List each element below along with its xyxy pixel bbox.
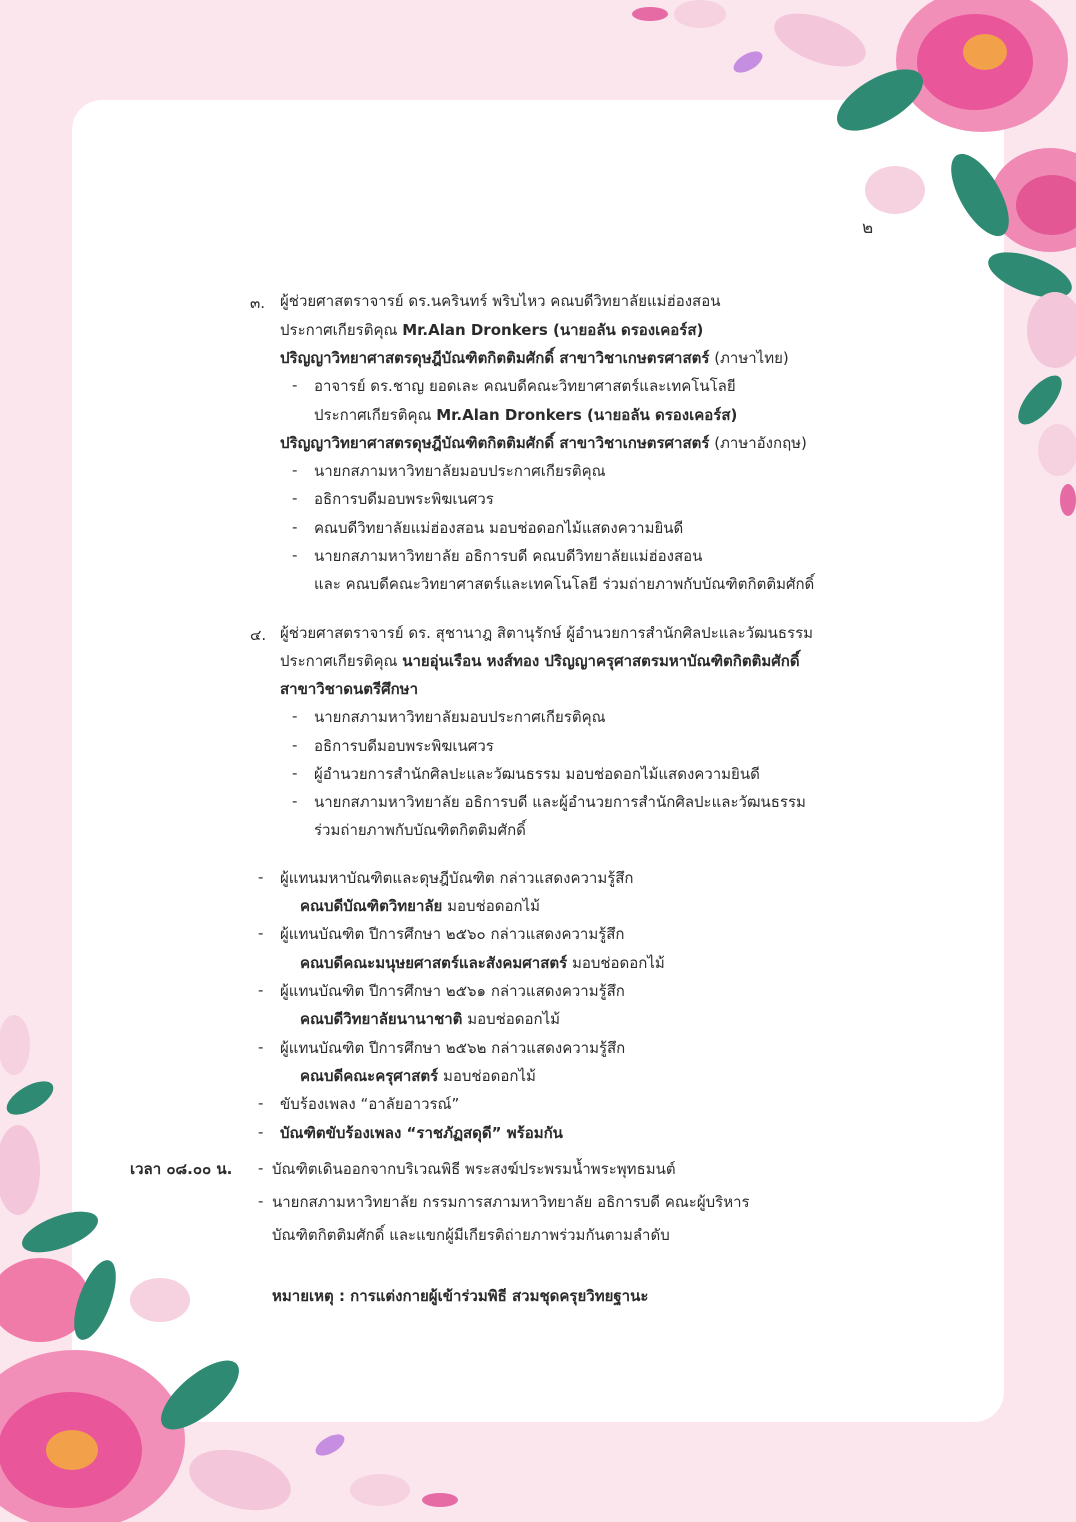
list-item: อาจารย์ ดร.ชาญ ยอดเละ คณบดีคณะวิทยาศาสตร์และเทคโนโลยี [314,377,736,395]
flower-presenter-line: คณบดีคณะครุศาสตร์ มอบช่อดอกไม้ [300,1067,536,1085]
bullet-dash: - [258,981,264,999]
closing-line: บัณฑิตเดินออกจากบริเวณพิธี พระสงฆ์ประพรมน้ำพระพุทธมนต์ [272,1160,676,1178]
degree-line: ปริญญาวิทยาศาสตรดุษฎีบัณฑิตกิตติมศักดิ์ สาขาวิชาเกษตรศาสตร์ (ภาษาอังกฤษ) [280,434,807,452]
section-number: ๔. [250,626,267,644]
bullet-dash: - [258,1159,264,1177]
song-line: ขับร้องเพลง “อาลัยอาวรณ์” [280,1095,460,1113]
speech-line: ผู้แทนบัณฑิต ปีการศึกษา ๒๕๖๒ กล่าวแสดงความรู้สึก [280,1039,626,1057]
speech-line: ผู้แทนบัณฑิต ปีการศึกษา ๒๕๖๐ กล่าวแสดงความรู้สึก [280,925,625,943]
bullet-dash: - [258,868,264,886]
list-item: อธิการบดีมอบพระพิฆเนศวร [314,490,494,508]
presenter-line: ผู้ช่วยศาสตราจารย์ ดร.นครินทร์ พริบไหว คณบดีวิทยาลัยแม่ฮ่องสอน [280,292,721,310]
section-number: ๓. [250,294,266,312]
bullet-dash: - [258,1038,264,1056]
list-item: อธิการบดีมอบพระพิฆเนศวร [314,737,494,755]
list-item: นายกสภามหาวิทยาลัยมอบประกาศเกียรติคุณ [314,708,606,726]
bullet-dash: - [292,489,298,507]
bullet-dash: - [258,1094,264,1112]
bullet-dash: - [292,376,298,394]
honoree-line: ประกาศเกียรติคุณ Mr.Alan Dronkers (นายอลัน ดรองเคอร์ส) [314,406,738,424]
honoree-line: ประกาศเกียรติคุณ Mr.Alan Dronkers (นายอลัน ดรองเคอร์ส) [280,321,704,339]
list-item: นายกสภามหาวิทยาลัย อธิการบดี และผู้อำนวยการสำนักศิลปะและวัฒนธรรม [314,793,806,811]
anthem-line: บัณฑิตขับร้องเพลง “ราชภัฏสดุดี” พร้อมกัน [280,1124,563,1142]
list-item: คณบดีวิทยาลัยแม่ฮ่องสอน มอบช่อดอกไม้แสดงความยินดี [314,519,684,537]
flower-presenter-line: คณบดีวิทยาลัยนานาชาติ มอบช่อดอกไม้ [300,1010,561,1028]
closing-line-continuation: บัณฑิตกิตติมศักดิ์ และแขกผู้มีเกียรติถ่ายภาพร่วมกันตามลำดับ [272,1226,670,1244]
bullet-dash: - [292,707,298,725]
bullet-dash: - [258,924,264,942]
list-item: นายกสภามหาวิทยาลัยมอบประกาศเกียรติคุณ [314,462,606,480]
closing-line: นายกสภามหาวิทยาลัย กรรมการสภามหาวิทยาลัย อธิการบดี คณะผู้บริหาร [272,1193,750,1211]
list-item-continuation: และ คณบดีคณะวิทยาศาสตร์และเทคโนโลยี ร่วมถ่ายภาพกับบัณฑิตกิตติมศักดิ์ [314,575,815,593]
list-item-continuation: ร่วมถ่ายภาพกับบัณฑิตกิตติมศักดิ์ [314,821,526,839]
bullet-dash: - [292,518,298,536]
page-number: ๒ [862,218,874,238]
presenter-line: ผู้ช่วยศาสตราจารย์ ดร. สุชานาฎ สิตานุรักษ์ ผู้อำนวยการสำนักศิลปะและวัฒนธรรม [280,624,814,642]
bullet-dash: - [292,546,298,564]
dress-code-note: หมายเหตุ : การแต่งกายผู้เข้าร่วมพิธี สวมชุดครุยวิทยฐานะ [272,1287,649,1305]
bullet-dash: - [292,736,298,754]
list-item: นายกสภามหาวิทยาลัย อธิการบดี คณบดีวิทยาลัยแม่ฮ่องสอน [314,547,703,565]
speech-line: ผู้แทนมหาบัณฑิตและดุษฎีบัณฑิต กล่าวแสดงความรู้สึก [280,869,634,887]
speech-line: ผู้แทนบัณฑิต ปีการศึกษา ๒๕๖๑ กล่าวแสดงความรู้สึก [280,982,625,1000]
time-label: เวลา ๐๘.๐๐ น. [130,1160,233,1178]
degree-line: สาขาวิชาดนตรีศึกษา [280,680,418,698]
flower-presenter-line: คณบดีคณะมนุษยศาสตร์และสังคมศาสตร์ มอบช่อดอกไม้ [300,954,665,972]
honoree-line: ประกาศเกียรติคุณ นายอุ่นเรือน หงส์ทอง ปริญญาครุศาสตรมหาบัณฑิตกิตติมศักดิ์ [280,652,800,670]
bullet-dash: - [292,792,298,810]
bullet-dash: - [292,764,298,782]
bullet-dash: - [258,1123,264,1141]
bullet-dash: - [258,1192,264,1210]
flower-presenter-line: คณบดีบัณฑิตวิทยาลัย มอบช่อดอกไม้ [300,897,541,915]
bullet-dash: - [292,461,298,479]
degree-line: ปริญญาวิทยาศาสตรดุษฎีบัณฑิตกิตติมศักดิ์ สาขาวิชาเกษตรศาสตร์ (ภาษาไทย) [280,349,789,367]
list-item: ผู้อำนวยการสำนักศิลปะและวัฒนธรรม มอบช่อดอกไม้แสดงความยินดี [314,765,760,783]
